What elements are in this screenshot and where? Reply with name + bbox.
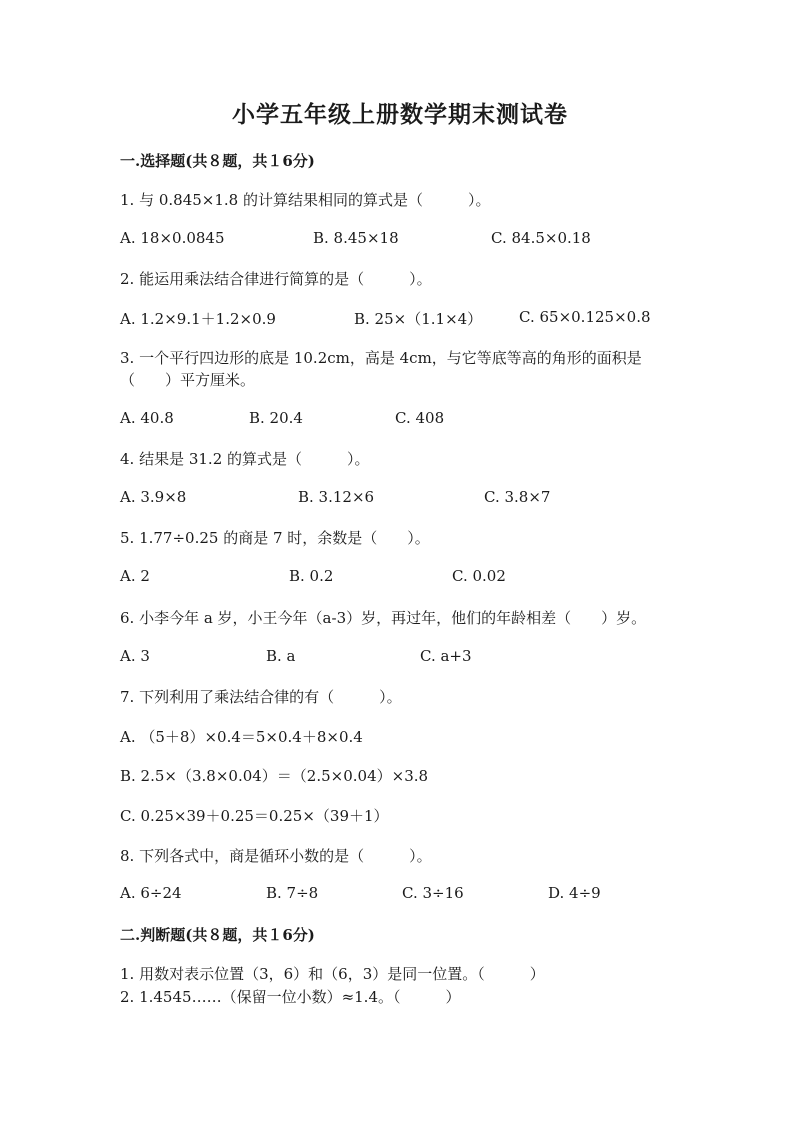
question-4-option-b: B. 3.12×6: [298, 488, 375, 506]
question-1-stem: 1. 与 0.845×1.8 的计算结果相同的算式是（ ）。: [120, 191, 491, 209]
question-3-option-c: C. 408: [395, 409, 445, 427]
question-3-stem: 3. 一个平行四边形的底是 10.2cm，高是 4cm，与它等底等高的角形的面积是: [120, 349, 642, 367]
question-2-stem: 2. 能运用乘法结合律进行简算的是（ ）。: [120, 270, 432, 288]
question-5-stem: 5. 1.77÷0.25 的商是 7 时，余数是（ ）。: [120, 529, 430, 547]
question-4-option-a: A. 3.9×8: [120, 488, 187, 506]
question-2-option-a: A. 1.2×9.1＋1.2×0.9: [120, 310, 276, 328]
section1-heading: 一.选择题(共８题，共１6分): [120, 152, 315, 170]
question-8-option-b: B. 7÷8: [266, 884, 319, 902]
section2-heading: 二.判断题(共８题，共１6分): [120, 926, 315, 944]
question-1-option-a: A. 18×0.0845: [120, 229, 225, 247]
question-7-option-a: A. （5＋8）×0.4＝5×0.4＋8×0.4: [120, 728, 363, 746]
page-title: 小学五年级上册数学期末测试卷: [232, 101, 568, 128]
question-8-option-a: A. 6÷24: [120, 884, 182, 902]
question-3-option-b: B. 20.4: [249, 409, 303, 427]
question-6-option-a: A. 3: [120, 647, 150, 665]
question-3-option-a: A. 40.8: [120, 409, 174, 427]
question-5-option-a: A. 2: [120, 567, 150, 585]
judge-item-1: 1. 用数对表示位置（3，6）和（6，3）是同一位置。（ ）: [120, 965, 545, 983]
question-7-option-b: B. 2.5×（3.8×0.04）＝（2.5×0.04）×3.8: [120, 767, 429, 785]
question-2-option-b: B. 25×（1.1×4）: [354, 310, 483, 328]
question-6-stem: 6. 小李今年 a 岁，小王今年（a-3）岁，再过年，他们的年龄相差（ ）岁。: [120, 609, 647, 627]
question-7-option-c: C. 0.25×39＋0.25＝0.25×（39＋1）: [120, 807, 389, 825]
question-8-option-c: C. 3÷16: [402, 884, 464, 902]
question-8-option-d: D. 4÷9: [548, 884, 601, 902]
question-4-option-c: C. 3.8×7: [484, 488, 551, 506]
question-4-stem: 4. 结果是 31.2 的算式是（ ）。: [120, 450, 370, 468]
question-5-option-b: B. 0.2: [289, 567, 334, 585]
question-6-option-b: B. a: [266, 647, 296, 665]
question-3-stem-continued: （ ）平方厘米。: [120, 371, 256, 389]
judge-item-2: 2. 1.4545……（保留一位小数）≈1.4。（ ）: [120, 988, 461, 1006]
question-5-option-c: C. 0.02: [452, 567, 506, 585]
question-1-option-c: C. 84.5×0.18: [491, 229, 591, 247]
question-1-option-b: B. 8.45×18: [313, 229, 399, 247]
question-8-stem: 8. 下列各式中，商是循环小数的是（ ）。: [120, 847, 432, 865]
question-2-option-c: C. 65×0.125×0.8: [519, 308, 651, 326]
question-7-stem: 7. 下列利用了乘法结合律的有（ ）。: [120, 688, 402, 706]
question-6-option-c: C. a+3: [420, 647, 472, 665]
